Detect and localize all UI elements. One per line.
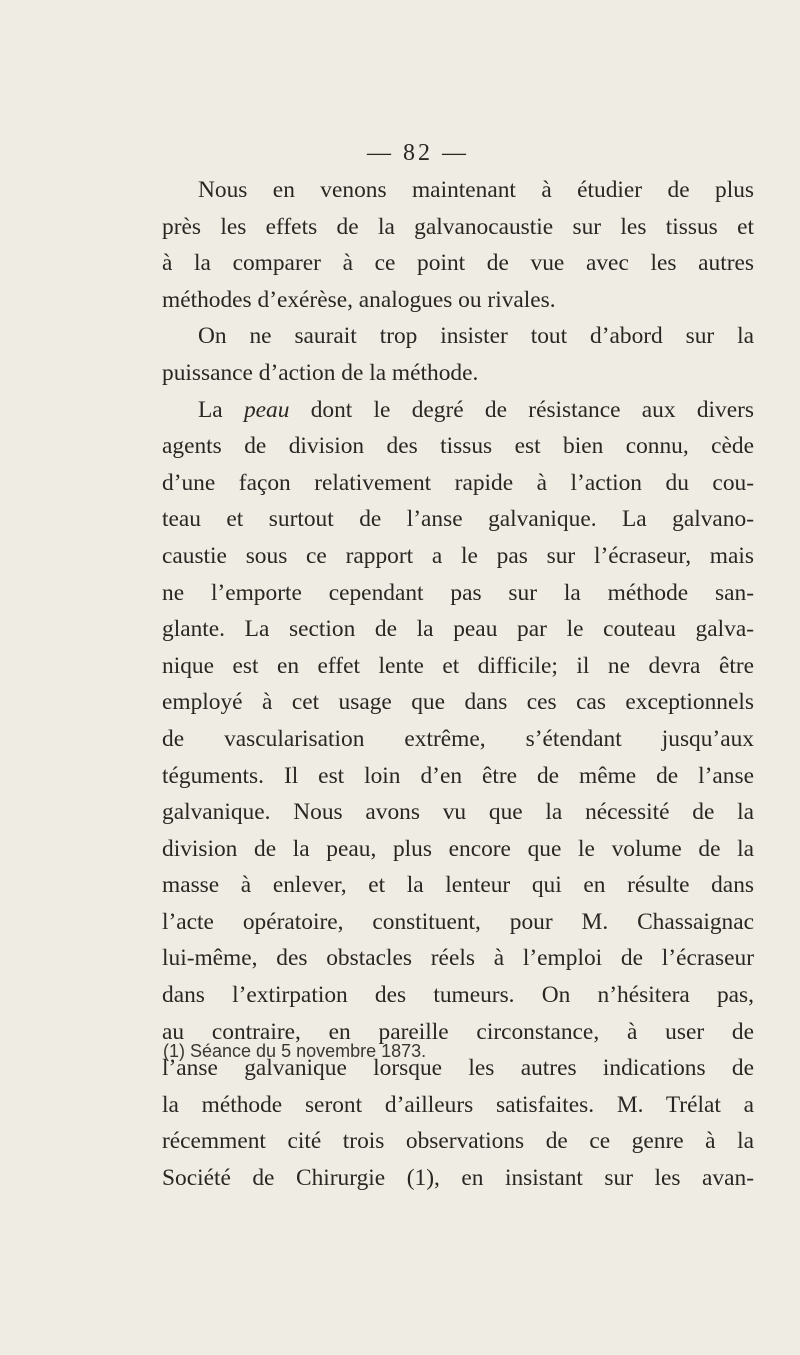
text-line-content: Société de Chirurgie (1), en insistant sur les avan-	[162, 1165, 754, 1192]
text-line	[162, 904, 754, 941]
text-line	[162, 465, 754, 502]
text-line	[162, 538, 754, 575]
text-line-content: à la comparer à ce point de vue avec les autres	[162, 250, 754, 277]
text-line	[162, 501, 754, 538]
text-line	[162, 428, 754, 465]
text-line	[162, 355, 754, 392]
text-line-content: d’une façon relativement rapide à l’action du cou-	[162, 469, 754, 496]
text-line	[162, 794, 754, 831]
text-line-content: de vascularisation extrême, s’étendant jusqu’aux	[162, 725, 754, 752]
text-line	[162, 172, 754, 209]
text-line-content: teau et surtout de l’anse galvanique. La galvano-	[162, 506, 754, 533]
text-line-content: division de la peau, plus encore que le volume de la	[162, 835, 754, 862]
page-number: — 82 —	[367, 140, 469, 166]
text-line	[162, 867, 754, 904]
text-line-content: nique est en effet lente et difficile; il ne devra être	[162, 652, 754, 679]
text-line	[162, 1087, 754, 1124]
text-line	[162, 831, 754, 868]
text-line	[162, 1160, 754, 1197]
footnote: (1) Séance du 5 novembre 1873.	[163, 1041, 427, 1061]
text-line	[162, 392, 754, 429]
text-line-content: récemment cité trois observations de ce genre à la	[162, 1128, 754, 1155]
text-line-content: l’acte opératoire, constituent, pour M. Chassaignac	[162, 908, 754, 935]
text-line-content: ne l’emporte cependant pas sur la méthode san-	[162, 579, 754, 606]
text-line	[162, 648, 754, 685]
text-line-content: au contraire, en pareille circonstance, à user de	[162, 1018, 754, 1045]
text-line	[162, 940, 754, 977]
italic-term: peau	[243, 396, 290, 423]
text-line-content: galvanique. Nous avons vu que la nécessité de la	[162, 799, 754, 826]
text-line-content: dans l’extirpation des tumeurs. On n’hésitera pas,	[162, 982, 754, 1009]
text-line	[162, 318, 754, 355]
text-line	[162, 721, 754, 758]
text-line-content: La	[198, 396, 244, 423]
text-line-content: caustie sous ce rapport a le pas sur l’écraseur, mais	[162, 542, 754, 569]
text-line-content: employé à cet usage que dans ces cas exceptionnels	[162, 689, 754, 716]
text-line-content: On ne saurait trop insister tout d’abord sur la	[198, 323, 754, 350]
text-line-content: Nous en venons maintenant à étudier de plus	[198, 177, 754, 203]
text-line-content: dont le degré de résistance aux divers	[289, 396, 754, 423]
text-line-content: près les effets de la galvanocaustie sur les tissus et	[162, 213, 754, 240]
text-line	[162, 684, 754, 721]
text-line-content: glante. La section de la peau par le couteau galva-	[162, 616, 754, 643]
text-line-content: lui-même, des obstacles réels à l’emploi de l’écraseur	[162, 945, 754, 972]
text-line	[162, 575, 754, 612]
text-line-content: l’anse galvanique lorsque les autres indications de	[162, 1055, 754, 1082]
text-line	[162, 209, 754, 246]
text-line	[162, 1123, 754, 1160]
text-line-content: téguments. Il est loin d’en être de même de l’anse	[162, 762, 754, 789]
text-line-content: la méthode seront d’ailleurs satisfaites. M. Trélat a	[162, 1091, 754, 1118]
text-line	[162, 977, 754, 1014]
text-line-content: masse à enlever, et la lenteur qui en résulte dans	[162, 872, 754, 899]
text-line	[162, 611, 754, 648]
text-line-content: agents de division des tissus est bien connu, cède	[162, 433, 754, 460]
text-line-content: puissance d’action de la méthode.	[162, 359, 479, 386]
text-line	[162, 282, 754, 319]
text-line	[162, 758, 754, 795]
text-line	[162, 245, 754, 282]
text-line-content: méthodes d’exérèse, analogues ou rivales.	[162, 286, 556, 313]
